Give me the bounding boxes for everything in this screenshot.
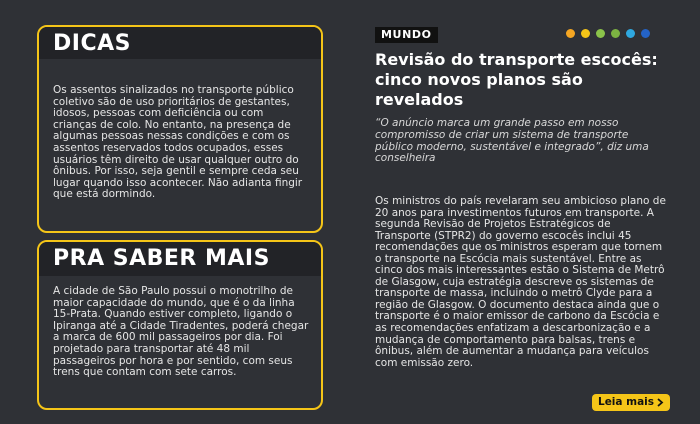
color-dot bbox=[641, 29, 650, 38]
dicas-text: Os assentos sinalizados no transporte público coletivo são de uso prioritários de gestantes, idosos, pessoas com deficiência ou com crianças de colo. No entanto, na presença de algumas pessoas nessas condições e com os assentos reservados todos ocupados, esses usuários têm direito de usar qualquer outro do ônibus. Por isso, seja gentil e sempre ceda seu lugar quando isso acontecer. Não adianta fingir que está dormindo. bbox=[53, 84, 303, 201]
read-more-label: Leia mais bbox=[598, 396, 655, 408]
pra-saber-mais-title: PRA SABER MAIS bbox=[53, 246, 270, 271]
color-dot bbox=[626, 29, 635, 38]
chevron-right-icon bbox=[656, 398, 664, 407]
dicas-title: DICAS bbox=[53, 31, 131, 56]
color-dot bbox=[581, 29, 590, 38]
pra-saber-mais-header bbox=[39, 242, 321, 276]
dicas-header bbox=[39, 27, 321, 59]
read-more-button[interactable] bbox=[592, 394, 670, 411]
pra-saber-mais-panel bbox=[37, 240, 323, 410]
article-title: Revisão do transporte escocês: cinco novos planos são revelados bbox=[375, 50, 658, 109]
pra-saber-mais-text: A cidade de São Paulo possui o monotrilho de maior capacidade do mundo, que é o da linha 15-Prata. Quando estiver completo, ligando o Ipiranga até a Cidade Tiradentes, poderá chegar a marca de 600 mil passageiros por dia. Foi projetado para transportar até 48 mil passageiros por hora e por sentido, com seus trens que contam com sete carros. bbox=[53, 285, 309, 379]
article-body: Os ministros do país revelaram seu ambicioso plano de 20 anos para investimentos futuros em transporte. A segunda Revisão de Projetos Estratégicos de Transporte (STPR2) do governo escocês inclui 45 recomendações que os ministros esperam que tornem o transporte na Escócia mais sustentável. Entre as cinco dos mais interessantes estão o Sistema de Metrô de Glasgow, cuja estratégia descreve os sistemas de transporte de massa, incluindo o metrô Clyde para a região de Glasgow. O documento destaca ainda que o transporte é o maior emissor de carbono da Escócia e as recomendações enfatizam a descarbonização e a mudança de comportamento para balsas, trens e ônibus, além de aumentar a mudança para veículos com emissão zero. bbox=[375, 195, 666, 369]
section-tag: MUNDO bbox=[375, 27, 438, 43]
color-dots bbox=[566, 29, 650, 38]
color-dot bbox=[611, 29, 620, 38]
article-quote: “O anúncio marca um grande passo em nosso compromisso de criar um sistema de transporte público moderno, sustentável e integrado”, diz uma conselheira bbox=[375, 117, 649, 165]
color-dot bbox=[566, 29, 575, 38]
dicas-panel bbox=[37, 25, 323, 233]
color-dot bbox=[596, 29, 605, 38]
